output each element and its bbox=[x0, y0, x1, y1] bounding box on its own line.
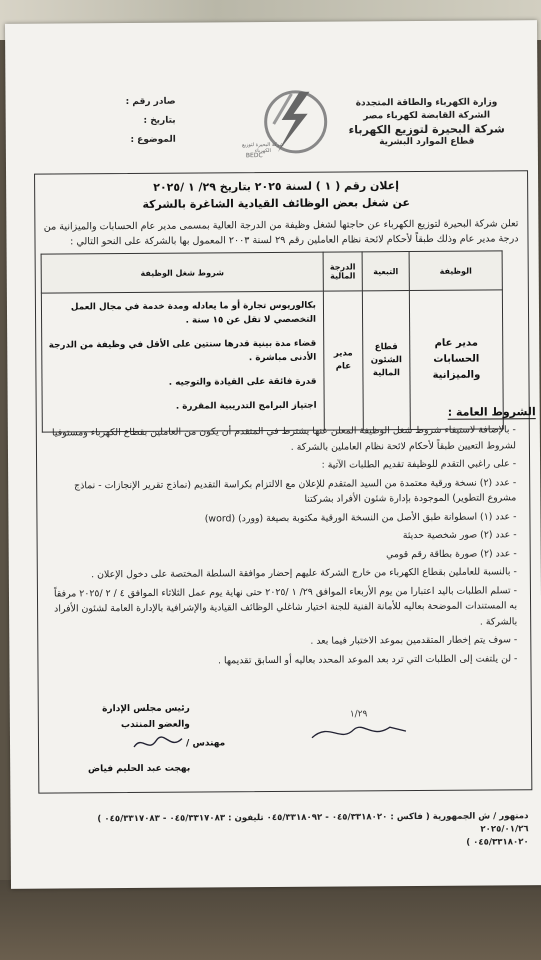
list-item: - عدد (٢) صور شخصية حديثة bbox=[402, 529, 517, 542]
letterhead-right bbox=[342, 96, 512, 149]
grade-cell: مدير عام bbox=[323, 291, 363, 430]
header-grade: الدرجة المالية bbox=[323, 252, 362, 291]
sector-line: قطاع الموارد البشرية bbox=[379, 136, 475, 148]
signature-role-2: والعضو المنتدب bbox=[120, 719, 190, 731]
list-item: - بالنسبة للعاملين بقطاع الكهرباء من خارج الشركة عليهم إحضار موافقة السلطة المختصة على دخول الإعلان . bbox=[91, 566, 517, 581]
letterhead-left bbox=[85, 93, 175, 151]
header-job: الوظيفة bbox=[409, 251, 502, 291]
list-item: - عدد (٢) صورة بطاقة رقم قومي bbox=[386, 547, 517, 560]
header-dept: التبعية bbox=[362, 252, 409, 291]
announcement-intro: تعلن شركة البحيرة لتوزيع الكهرباء عن حاجتها لشغل وظيفة من الدرجة العالية بمسمى مدير عام الحسابات والميزانية من درجة مدير عام وذلك طبقاً لأحكام لائحة نظام العاملين رقم ٢٩ لسنة ٢٠٠٣ المعمول بها بالشركة على النحو التالي : bbox=[43, 218, 519, 248]
list-item: اجتياز البرامج التدريبية المقررة . bbox=[175, 400, 317, 412]
footer-line-2: ٠٤٥/٣٣١٨٠٢٠ ) bbox=[466, 837, 529, 848]
signer-name: بهجت عبد الحليم فياض bbox=[87, 763, 191, 775]
table-header-row bbox=[41, 251, 502, 293]
company-line: شركة البحيرة لتوزيع الكهرباء bbox=[348, 122, 505, 137]
jobs-table bbox=[41, 250, 504, 432]
conditions-list bbox=[43, 293, 323, 431]
table-row bbox=[41, 290, 503, 432]
footer-line-1: دمنهور / ش الجمهورية ( فاكس : ٠٤٥/٣٣١٨٠٢٠ - ٠٤٥/٣٣١٨٠٩٢ تليفون : ٠٤٥/٣٣١٧٠٨٣ - ٠٤٥/٣٣١٧٠٨٣ ) ٢٠٢٥/٠١/٢٦ bbox=[97, 811, 529, 835]
list-item: - بالإضافة لاستيفاء شروط شغل الوظيفة المعلن عنها يشترط في المتقدم أن يكون من العاملين بقطاع الكهرباء ومستوفيا لشروط التعيين طبقاً لأحكام لائحة نظام العاملين بالشركة . bbox=[51, 424, 516, 453]
dept-cell: قطاع الشئون المالية bbox=[362, 291, 410, 430]
list-item: - سوف يتم إخطار المتقدمين بموعد الاختبار فيما بعد . bbox=[310, 634, 518, 647]
announcement-title: إعلان رقم ( ١ ) لسنة ٢٠٢٥ بتاريخ ٢٩/ ١ /٢٠٢٥ bbox=[153, 179, 400, 194]
conditions-cell bbox=[41, 291, 324, 432]
background-bottom bbox=[0, 880, 541, 960]
job-title-cell: مدير عام الحسابات والميزانية bbox=[409, 290, 503, 430]
list-item: قدرة فائقة على القيادة والتوجيه . bbox=[168, 376, 317, 388]
document-page bbox=[5, 20, 541, 889]
general-conditions bbox=[44, 422, 518, 672]
list-item: بكالوريوس تجارة أو ما يعادله ومدة خدمة في مجال العمل التخصصي لا تقل عن ١٥ سنة . bbox=[70, 300, 317, 326]
second-signature-icon bbox=[310, 717, 410, 748]
handwritten-date: ١/٢٩ bbox=[349, 709, 368, 720]
logo-caption: شركة البحيرة لتوزيع الكهرباء bbox=[241, 141, 284, 155]
issued-number-label: صادر رقم : bbox=[125, 96, 176, 108]
list-item: - لن يلتفت إلى الطلبات التي ترد بعد الموعد المحدد بعاليه أو السابق تقديمها . bbox=[217, 652, 518, 666]
subject-label: الموضوع : bbox=[130, 134, 176, 145]
list-item: - عدد (١) اسطوانة طبق الأصل من النسخة الورقية مكتوبة بصيغة (وورد) (word) bbox=[204, 510, 517, 524]
signature-role: رئيس مجلس الإدارة bbox=[102, 703, 190, 715]
footer-contact bbox=[51, 810, 529, 852]
holding-line: الشركة القابضة لكهرباء مصر bbox=[363, 110, 491, 122]
logo-abbr: BEDC bbox=[245, 152, 263, 160]
header-conditions: شروط شغل الوظيفة bbox=[41, 252, 323, 293]
list-item: قضاء مدة بينية قدرها سنتين على الأقل في وظيفة من الدرجة الأدنى مباشرة . bbox=[48, 338, 317, 364]
ministry-line: وزارة الكهرباء والطاقة المتجددة bbox=[355, 97, 498, 109]
list-item: - على راغبي التقدم للوظيفة تقديم الطلبات الآتية : bbox=[321, 458, 517, 471]
engineer-prefix: مهندس / bbox=[185, 738, 226, 749]
list-item: - عدد (٢) نسخة ورقية معتمدة من السيد المتقدم للإعلان مع الالتزام بكراسة التقديم (نماذج تقرير الإنجازات - نماذج مشروع التطوير) الموجودة بإدارة شئون الأفراد بشركتنا bbox=[74, 476, 517, 505]
announcement-subtitle: عن شغل بعض الوظائف القيادية الشاغرة بالشركة bbox=[142, 196, 411, 211]
date-label: بتاريخ : bbox=[143, 115, 176, 126]
list-item: - تسلم الطلبات باليد اعتبارا من يوم الأربعاء الموافق ٢٩/ ١ /٢٠٢٥ حتى نهاية يوم عمل الثلاثاء الموافق ٤ / ٢ /٢٠٢٥ مرفقاً به المستندات الموضحة بعاليه للأمانة الفنية للجنة اختيار شاغلي الوظائف القيادية والإشرافية بالإدارة العامة لشئون الأفراد بالشركة . bbox=[53, 584, 518, 628]
company-logo bbox=[237, 80, 334, 173]
signature-block bbox=[50, 701, 191, 778]
handwritten-signature-icon bbox=[130, 733, 190, 755]
general-conditions-title: الشروط العامة : bbox=[447, 405, 536, 419]
